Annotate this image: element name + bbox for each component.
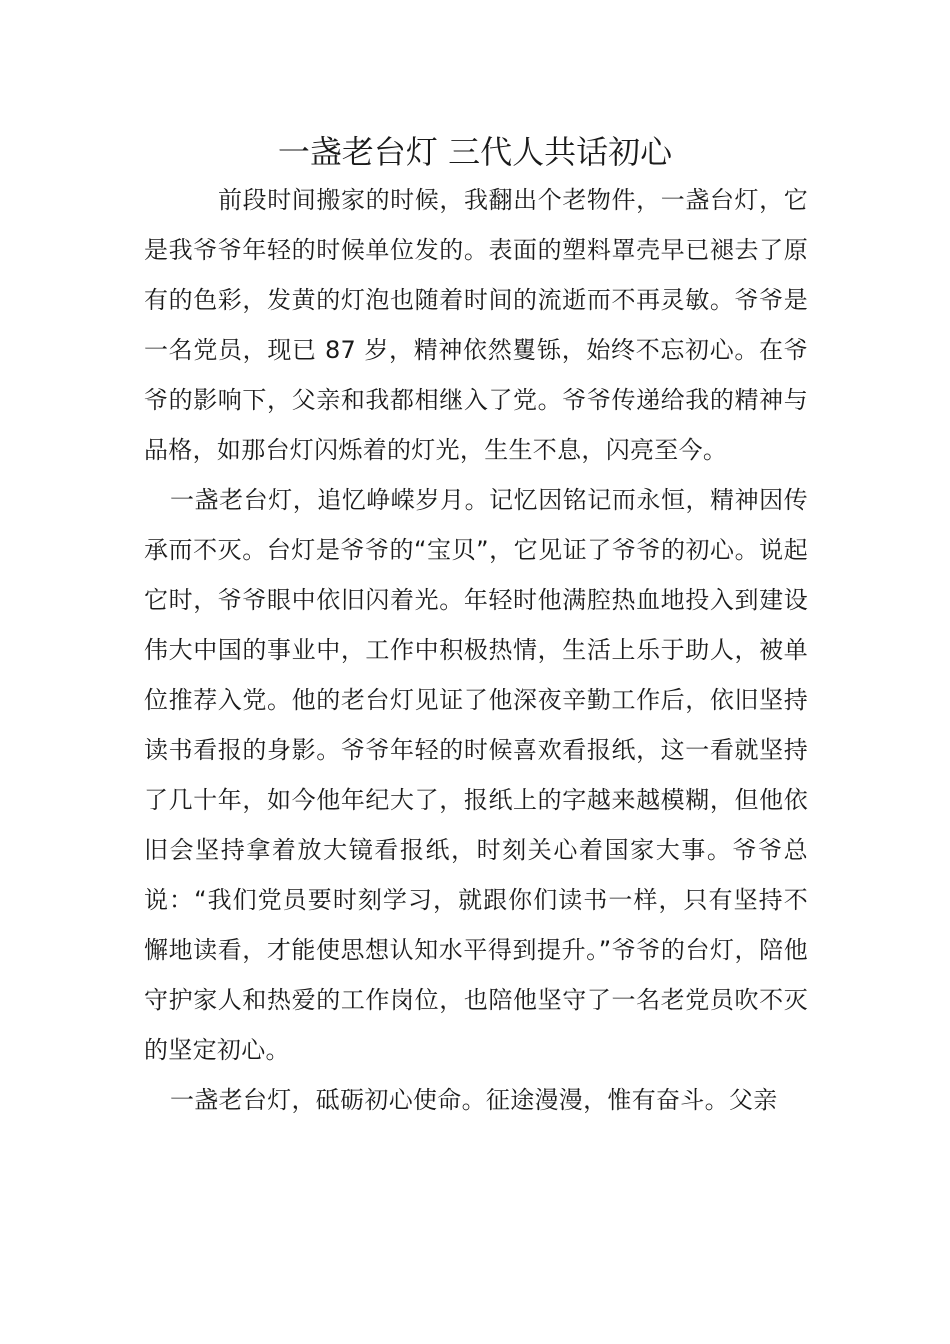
document-title: 一盏老台灯 三代人共话初心 [277,133,673,171]
paragraph-2: 一盏老台灯，追忆峥嵘岁月。记忆因铭记而永恒，精神因传承而不灭。台灯是爷爷的“宝贝”，它见证了爷爷的初心。说起它时，爷爷眼中依旧闪着光。年轻时他满腔热血地投入到建设伟大中国的事业中，工作中积极热情，生活上乐于助人，被单位推荐入党。他的老台灯见证了他深夜辛勤工作后，依旧坚持读书看报的身影。爷爷年轻的时候喜欢看报纸，这一看就坚持了几十年，如今他年纪大了，报纸上的字越来越模糊，但他依旧会坚持拿着放大镜看报纸，时刻关心着国家大事。爷爷总说：“我们党员要时刻学习，就跟你们读书一样，只有坚持不懈地读看，才能使思想认知水平得到提升。”爷爷的台灯，陪他守护家人和热爱的工作岗位，也陪他坚守了一名老党员吹不灭的坚定初心。 [144,486,809,1064]
paragraph-1: 前段时间搬家的时候，我翻出个老物件，一盏台灯，它是我爷爷年轻的时候单位发的。表面的塑料罩壳早已褪去了原有的色彩，发黄的灯泡也随着时间的流逝而不再灵敏。爷爷是一名党员，现已 87 岁，精神依然矍铄，始终不忘初心。在爷爷的影响下，父亲和我都相继入了党。爷爷传递给我的精神与品格，如那台灯闪烁着的灯光，生生不息，闪亮至今。 [144,186,808,464]
document-body [144,175,808,1125]
paragraph-3: 一盏老台灯，砥砺初心使命。征途漫漫，惟有奋斗。父亲 [170,1086,778,1114]
